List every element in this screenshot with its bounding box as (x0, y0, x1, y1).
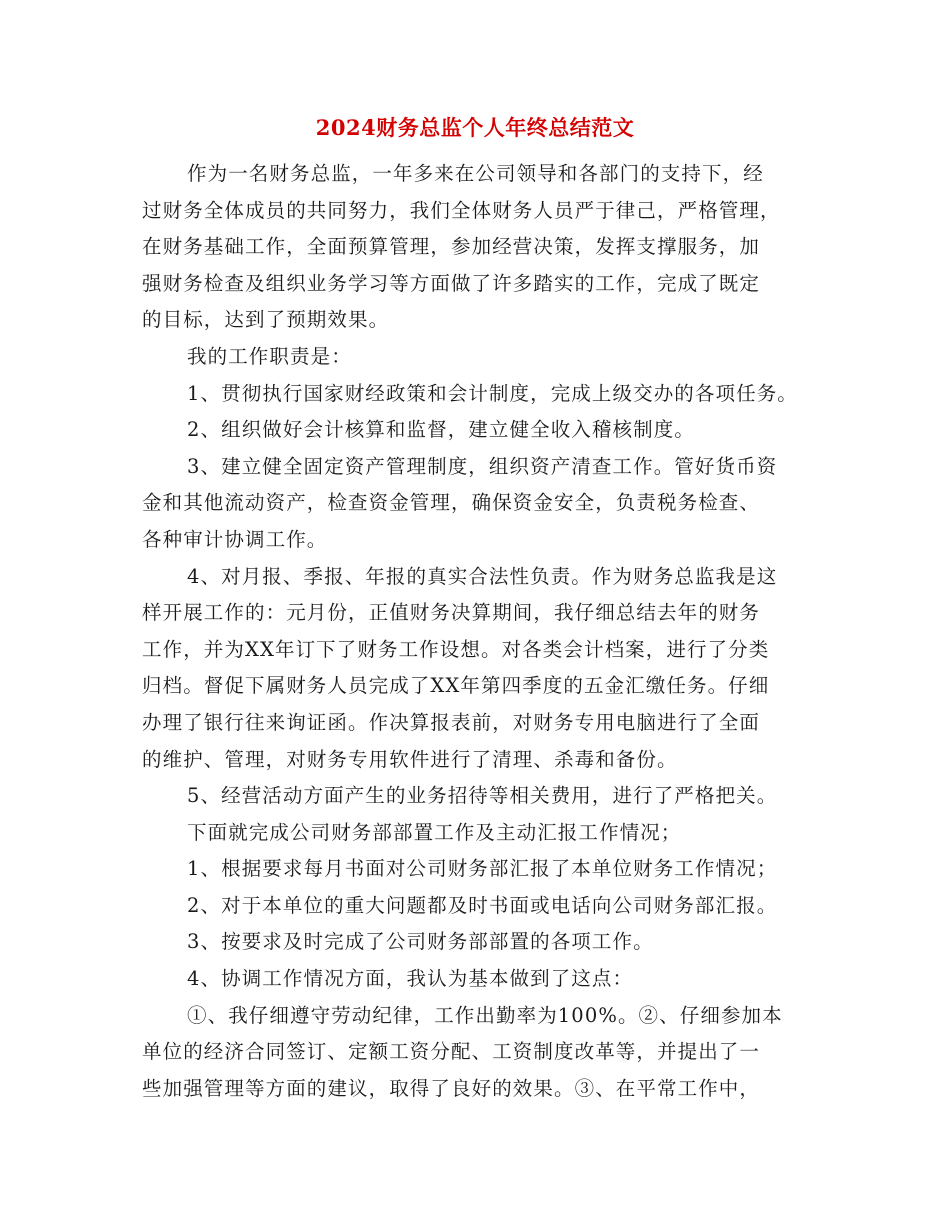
body-line: 我的工作职责是： (187, 344, 352, 368)
body-line: 金和其他流动资产，检查资金管理，确保资金安全，负责税务检查、 (142, 491, 761, 515)
body-line: 办理了银行往来询证函。作决算报表前，对财务专用电脑进行了全面 (142, 710, 761, 734)
body-line: 强财务检查及组织业务学习等方面做了许多踏实的工作，完成了既定 (142, 271, 761, 295)
body-line: 1、贯彻执行国家财经政策和会计制度，完成上级交办的各项任务。 (187, 381, 798, 405)
body-line: 各种审计协调工作。 (142, 527, 328, 551)
document-body (142, 156, 832, 1107)
body-line: 单位的经济合同签订、定额工资分配、工资制度改革等，并提出了一 (142, 1040, 761, 1064)
body-line: 过财务全体成员的共同努力，我们全体财务人员严于律己，严格管理， (142, 198, 781, 222)
body-line: 2、组织做好会计核算和监督，建立健全收入稽核制度。 (187, 418, 695, 442)
body-line: ①、我仔细遵守劳动纪律，工作出勤率为100%。②、仔细参加本 (187, 1003, 783, 1027)
document-title: 2024财务总监个人年终总结范文 (315, 115, 635, 140)
body-line: 3、按要求及时完成了公司财务部部置的各项工作。 (187, 930, 654, 954)
body-line: 5、经营活动方面产生的业务招待等相关费用，进行了严格把关。 (187, 784, 778, 808)
body-line: 在财务基础工作，全面预算管理，参加经营决策，发挥支撑服务，加 (142, 235, 761, 259)
body-line: 的目标，达到了预期效果。 (142, 308, 390, 332)
body-line: 样开展工作的：元月份，正值财务决算期间，我仔细总结去年的财务 (142, 601, 761, 625)
body-line: 4、协调工作情况方面，我认为基本做到了这点： (187, 967, 634, 991)
body-line: 归档。督促下属财务人员完成了XX年第四季度的五金汇缴任务。仔细 (142, 674, 770, 698)
body-line: 的维护、管理，对财务专用软件进行了清理、杀毒和备份。 (142, 747, 678, 771)
body-line: 4、对月报、季报、年报的真实合法性负责。作为财务总监我是这 (187, 564, 778, 588)
body-line: 3、建立健全固定资产管理制度，组织资产清查工作。管好货币资 (187, 454, 778, 478)
body-line: 2、对于本单位的重大问题都及时书面或电话向公司财务部汇报。 (187, 893, 778, 917)
body-line: 1、根据要求每月书面对公司财务部汇报了本单位财务工作情况； (187, 857, 778, 881)
body-line: 些加强管理等方面的建议，取得了良好的效果。③、在平常工作中， (142, 1076, 761, 1100)
body-line: 下面就完成公司财务部部置工作及主动汇报工作情况； (187, 820, 682, 844)
body-line: 工作，并为XX年订下了财务工作设想。对各类会计档案，进行了分类 (142, 637, 770, 661)
body-line: 作为一名财务总监，一年多来在公司领导和各部门的支持下，经 (187, 162, 764, 185)
